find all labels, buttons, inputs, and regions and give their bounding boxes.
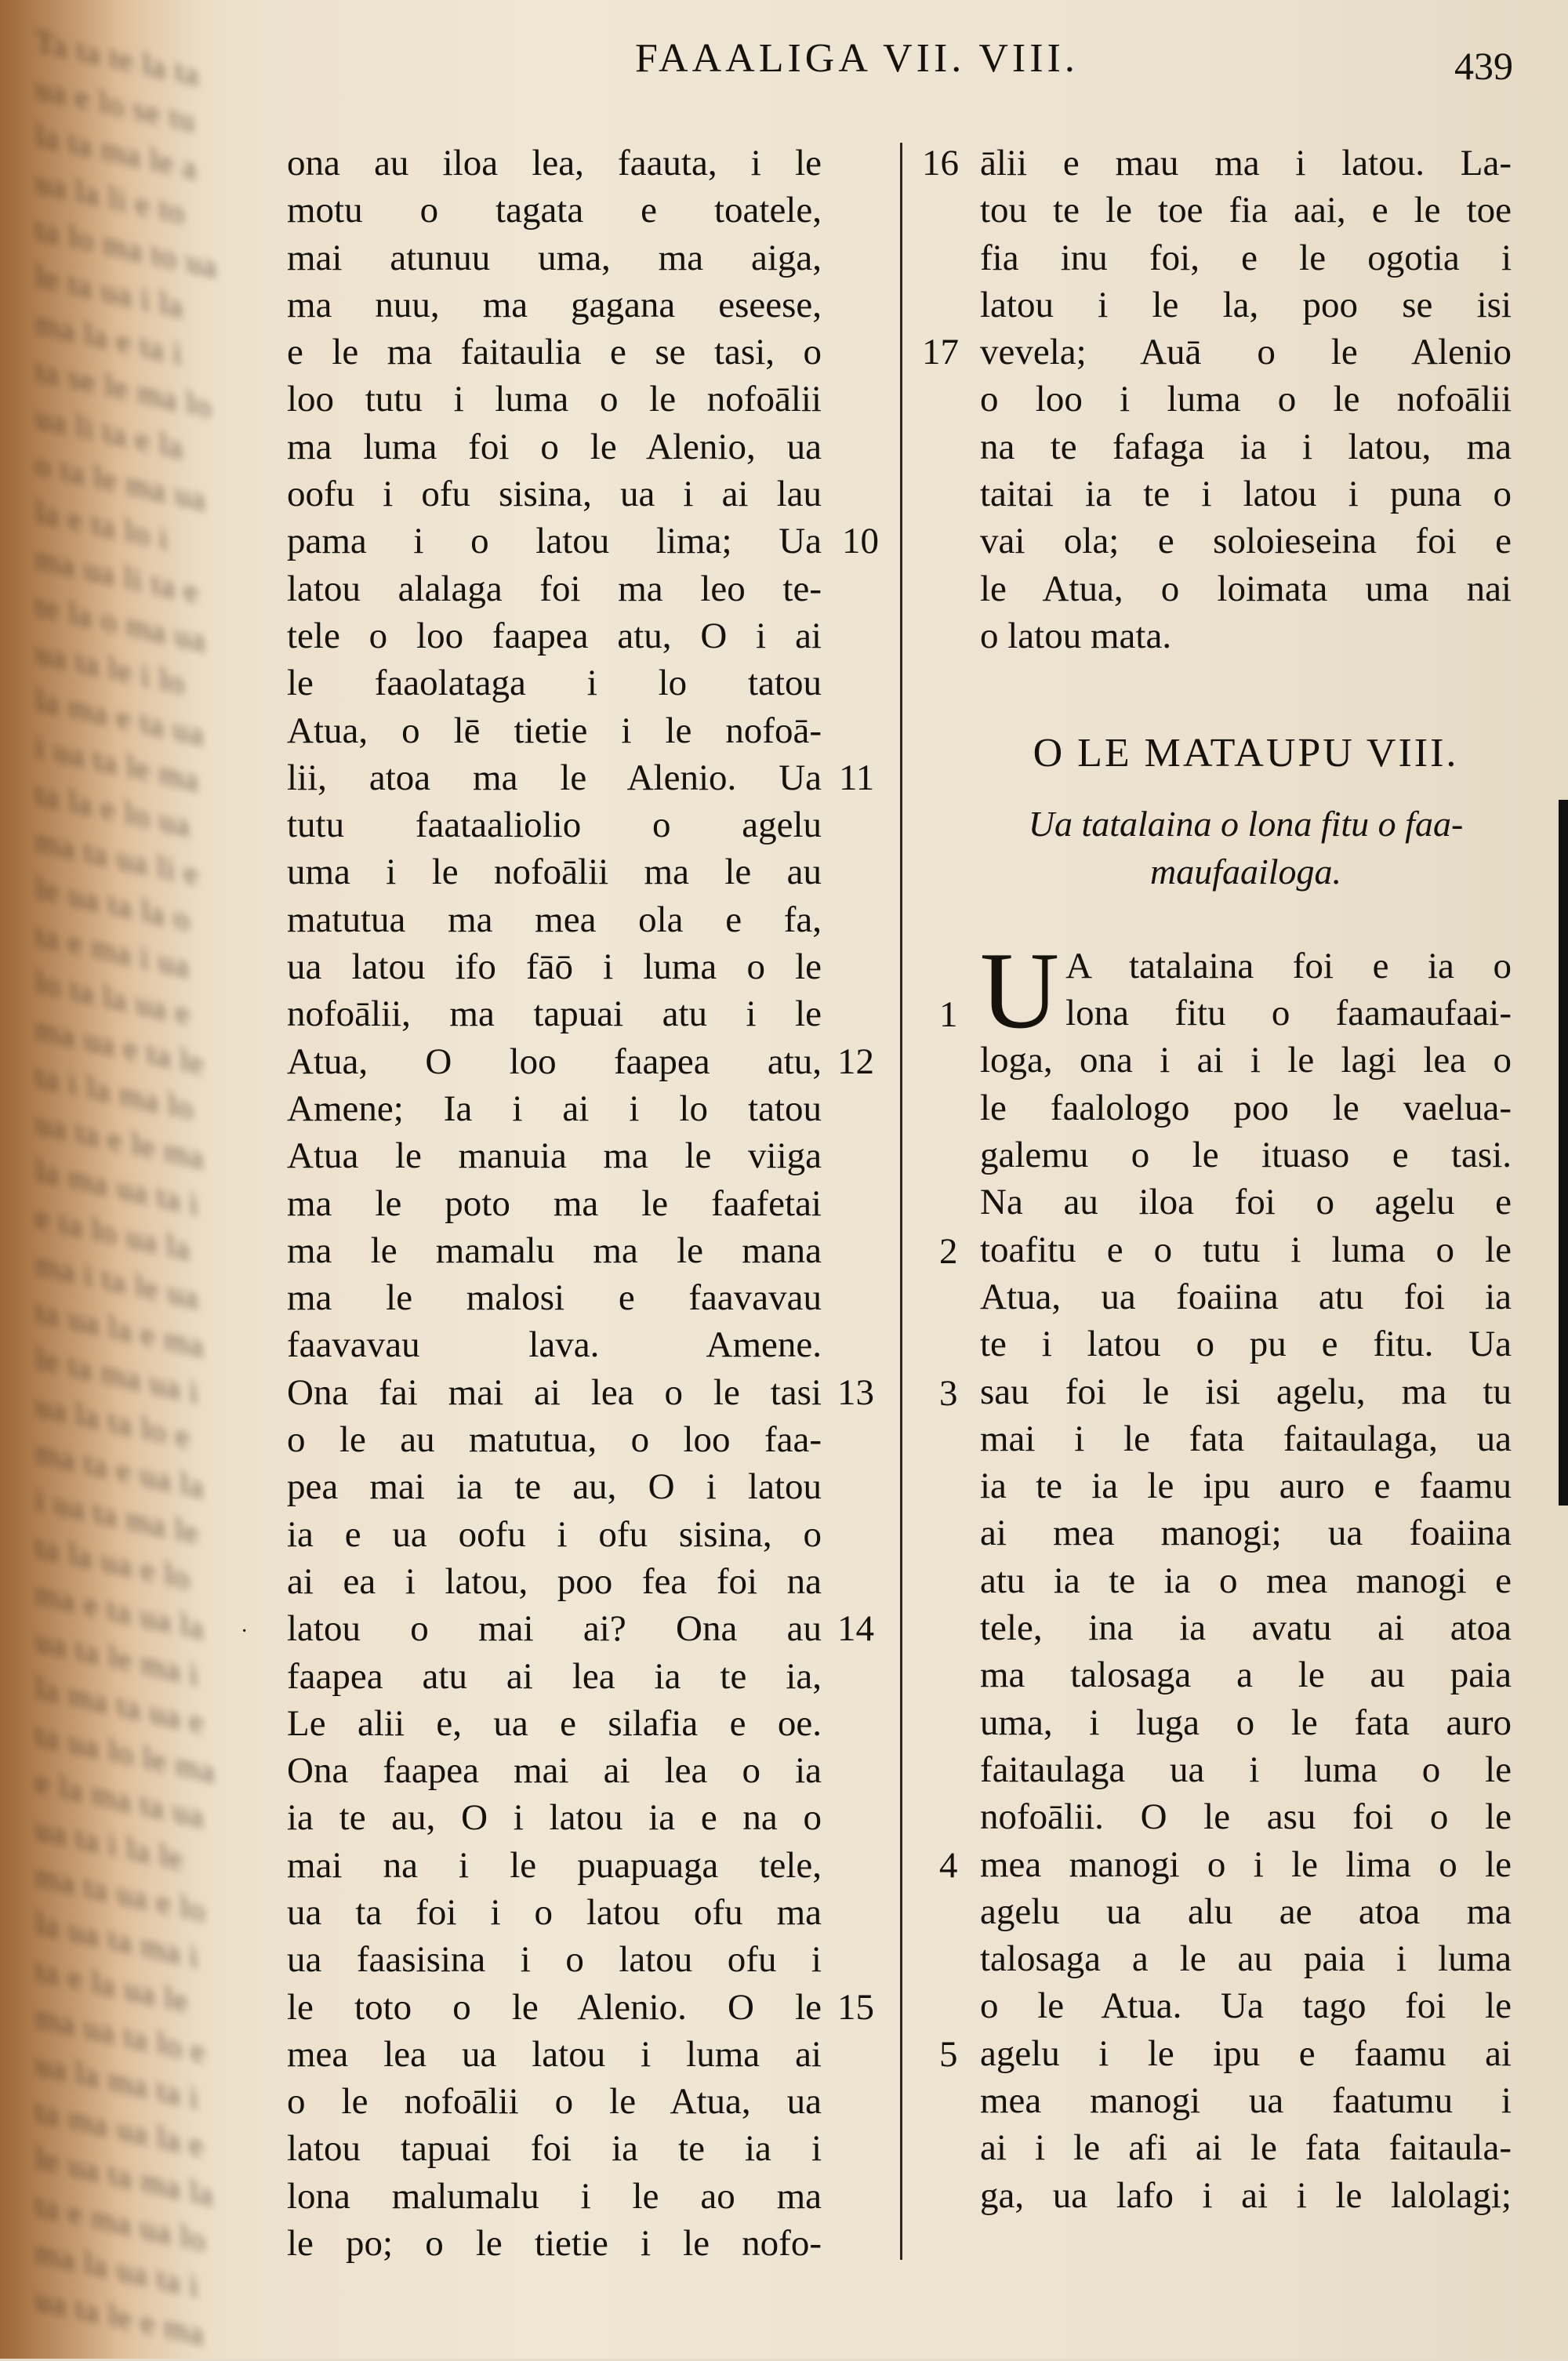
text-line: lii, atoa ma le Alenio. Ua — [287, 757, 822, 798]
text-line: le Atua, o loimata uma nai — [980, 568, 1512, 609]
text-line: Ona fai mai ai lea o le tasi — [287, 1371, 822, 1413]
text-line: ua ta foi i o latou ofu ma — [287, 1891, 822, 1933]
text-line: ua faasisina i o latou ofu i — [287, 1939, 822, 1981]
right-column — [980, 140, 1512, 2219]
chapter-summary: Ua tatalaina o lona fitu o faa- — [1028, 804, 1464, 845]
text-line: o loo i luma o le nofoālii — [980, 379, 1512, 420]
text-line: ai mea manogi; ua foaiina — [980, 1513, 1512, 1554]
text-line: agelu i le ipu e faamu ai — [980, 2032, 1512, 2074]
text-line: e le ma faitaulia e se tasi, o — [287, 332, 822, 373]
text-line: ia te ia le ipu auro e faamu — [980, 1466, 1512, 1507]
text-line: latou o mai ai? Ona au — [287, 1608, 822, 1650]
text-line: te i latou o pu e fitu. Ua — [980, 1324, 1512, 1365]
text-line: ua latou ifo fāō i luma o le — [287, 946, 822, 988]
text-line: tutu faataaliolio o agelu — [287, 805, 822, 846]
text-line: ma le malosi e faavavau — [287, 1277, 822, 1319]
text-line: Ona faapea mai ai lea o ia — [287, 1750, 822, 1792]
text-line: fia inu foi, e le ogotia i — [980, 237, 1512, 278]
text-line: galemu o le ituaso e tasi. — [980, 1135, 1512, 1176]
text-line: Le alii e, ua e silafia e oe. — [287, 1702, 822, 1744]
text-line: faapea atu ai lea ia te ia, — [287, 1655, 822, 1697]
verse-number: 5 — [939, 2034, 958, 2075]
text-line: Amene; Ia i ai i lo tatou — [287, 1088, 822, 1129]
verse-number: 2 — [939, 1231, 958, 1272]
text-line: ia e ua oofu i ofu sisina, o — [287, 1513, 822, 1555]
text-line: toafitu e o tutu i luma o le — [980, 1229, 1512, 1270]
verse-number: 11 — [839, 757, 875, 798]
text-line: ai i le afi ai le fata faitaula- — [980, 2127, 1512, 2169]
text-line: latou i le la, poo se isi — [980, 284, 1512, 325]
text-line: ma le poto ma le faafetai — [287, 1182, 822, 1224]
text-line: ma nuu, ma gagana eseese, — [287, 284, 822, 325]
text-line: oofu i ofu sisina, ua i ai lau — [287, 474, 822, 515]
verse-number: 3 — [939, 1373, 958, 1414]
facing-page-blur: Ta ta te la ta ua e lo se tu la ta ma le a ua la li e to ta lo ma to ua le ta ua i la ma la e ta i ta se le ma lo ua li ta e la o ta le ma ua la e ta lo i ma ua li ta e te la o ma ua ua ta le i lo la ma e ta ua i ua ta le ma ta la e lo ua ma ta ua li e le ua ta la o ta e ma i ua lo ta la ua e ma ua e ta le ta i la ma lo ua ta e le ma la ma ua ta i e ta lo ua la ma i ta le ua ta ua la e ma le ta ma ua i ua la ta lo e ma ta e ua la i ua ta ma le ta la ua e lo ma e ta ua la ua ta le ma i la ma ta ua e ta ua lo le ma e la ma ta ua ua ta i la le ma ta ua e lo la ua ta ma i ta e la ua le ma ua ta lo e ua la ma ta i ta ma ua la e le ua ta ma la ta e ma ua lo ma la ua ta i ua ta le e ma — [0, 0, 196, 2359]
verse-number: 15 — [837, 1987, 874, 2028]
page-edge-shadow — [1559, 800, 1568, 1506]
text-line: loga, ona i ai i le lagi lea o — [980, 1040, 1512, 1081]
text-line: taitai ia te i latou i puna o — [980, 474, 1512, 515]
verse-number: 14 — [837, 1608, 874, 1649]
text-line: nofoālii, ma tapuai atu i le — [287, 993, 822, 1035]
text-line: mea lea ua latou i luma ai — [287, 2033, 822, 2075]
text-line: tou te le toe fia aai, e le toe — [980, 190, 1512, 231]
text-line: mai i le fata faitaulaga, ua — [980, 1418, 1512, 1459]
text-line: Atua le manuia ma le viiga — [287, 1135, 822, 1177]
running-header: FAAALIGA VII. VIII. — [635, 36, 1079, 81]
left-column — [287, 140, 822, 2267]
text-line: latou alalaga foi ma leo te- — [287, 568, 822, 609]
text-line: faitaulaga ua i luma o le — [980, 1749, 1512, 1790]
text-line: tele, ina ia avatu ai atoa — [980, 1607, 1512, 1649]
drop-cap: U — [980, 929, 1060, 1052]
text-line: ona au iloa lea, faauta, i le — [287, 143, 822, 183]
text-line: pama i o latou lima; Ua — [287, 521, 822, 562]
text-line: ālii e mau ma i latou. La- — [980, 143, 1512, 183]
text-line: nofoālii. O le asu foi o le — [980, 1796, 1512, 1838]
text-line: faavavau lava. Amene. — [287, 1324, 822, 1366]
verse-number: 1 — [939, 994, 958, 1035]
text-line: Atua, O loo faapea atu, — [287, 1041, 822, 1082]
text-line: ma talosaga a le au paia — [980, 1655, 1512, 1696]
page-number: 439 — [1454, 44, 1513, 88]
text-line: vai ola; e soloieseina foi e — [980, 521, 1512, 562]
text-line: ma le mamalu ma le mana — [287, 1230, 822, 1271]
text-line: ma luma foi o le Alenio, ua — [287, 426, 822, 467]
text-line: ga, ua lafo i ai i le lalolagi; — [980, 2174, 1512, 2216]
text-line: pea mai ia te au, O i latou — [287, 1466, 822, 1508]
text-line: lona fitu o faamaufaai- — [1065, 993, 1512, 1034]
text-line: vevela; Auā o le Alenio — [980, 332, 1512, 373]
text-line: mai na i le puapuaga tele, — [287, 1844, 822, 1886]
text-line: mea manogi o i le lima o le — [980, 1843, 1512, 1885]
text-line: sau foi le isi agelu, ma tu — [980, 1371, 1512, 1412]
text-line: Na au iloa foi o agelu e — [980, 1182, 1512, 1223]
text-line: A tatalaina foi e ia o — [1065, 945, 1512, 986]
text-line: le po; o le tietie i le nofo- — [287, 2223, 822, 2265]
text-line: Atua, ua foaiina atu foi ia — [980, 1276, 1512, 1317]
text-line: le toto o le Alenio. O le — [287, 1986, 822, 2028]
text-line: uma, i luga o le fata auro — [980, 1702, 1512, 1743]
text-line: le faaolataga i lo tatou — [287, 663, 822, 704]
text-line: tele o loo faapea atu, O i ai — [287, 615, 822, 656]
text-line: lona malumalu i le ao ma — [287, 2175, 822, 2217]
first-paragraph — [980, 929, 1512, 1052]
text-line: motu o tagata e toatele, — [287, 190, 822, 231]
text-line: atu ia te ia o mea manogi e — [980, 1560, 1512, 1601]
chapter-heading: O LE MATAUPU VIII. — [1033, 731, 1459, 776]
text-line: o latou mata. — [980, 615, 1172, 656]
verse-number: 17 — [922, 332, 959, 372]
chapter-summary: maufaailoga. — [1149, 851, 1342, 892]
text-line: o le Atua. Ua tago foi le — [980, 1985, 1512, 2027]
column-divider — [900, 143, 902, 2260]
text-line: ai ea i latou, poo fea foi na — [287, 1560, 822, 1602]
text-line: talosaga a le au paia i luma — [980, 1938, 1512, 1980]
text-line: mea manogi ua faatumu i — [980, 2079, 1512, 2121]
text-line: matutua ma mea ola e fa, — [287, 899, 822, 940]
text-line: ia te au, O i latou ia e na o — [287, 1797, 822, 1839]
text-line: loo tutu i luma o le nofoālii — [287, 379, 822, 420]
verse-number: 12 — [837, 1041, 874, 1082]
text-line: o le au matutua, o loo faa- — [287, 1419, 822, 1461]
text-line: Atua, o lē tietie i le nofoā- — [287, 710, 822, 751]
text-line: agelu ua alu ae atoa ma — [980, 1891, 1512, 1932]
verse-number: 10 — [842, 521, 879, 561]
verse-number: 13 — [837, 1372, 874, 1413]
text-line: latou tapuai foi ia te ia i — [287, 2128, 822, 2170]
verse-number: 4 — [939, 1845, 958, 1886]
margin-dot: · — [241, 1619, 249, 1644]
text-line: na te fafaga ia i latou, ma — [980, 426, 1512, 467]
text-line: le faalologo poo le vaelua- — [980, 1087, 1512, 1128]
verse-number: 16 — [922, 143, 959, 183]
text-line: o le nofoālii o le Atua, ua — [287, 2081, 822, 2123]
text-line: mai atunuu uma, ma aiga, — [287, 237, 822, 278]
text-line: uma i le nofoālii ma le au — [287, 852, 822, 893]
